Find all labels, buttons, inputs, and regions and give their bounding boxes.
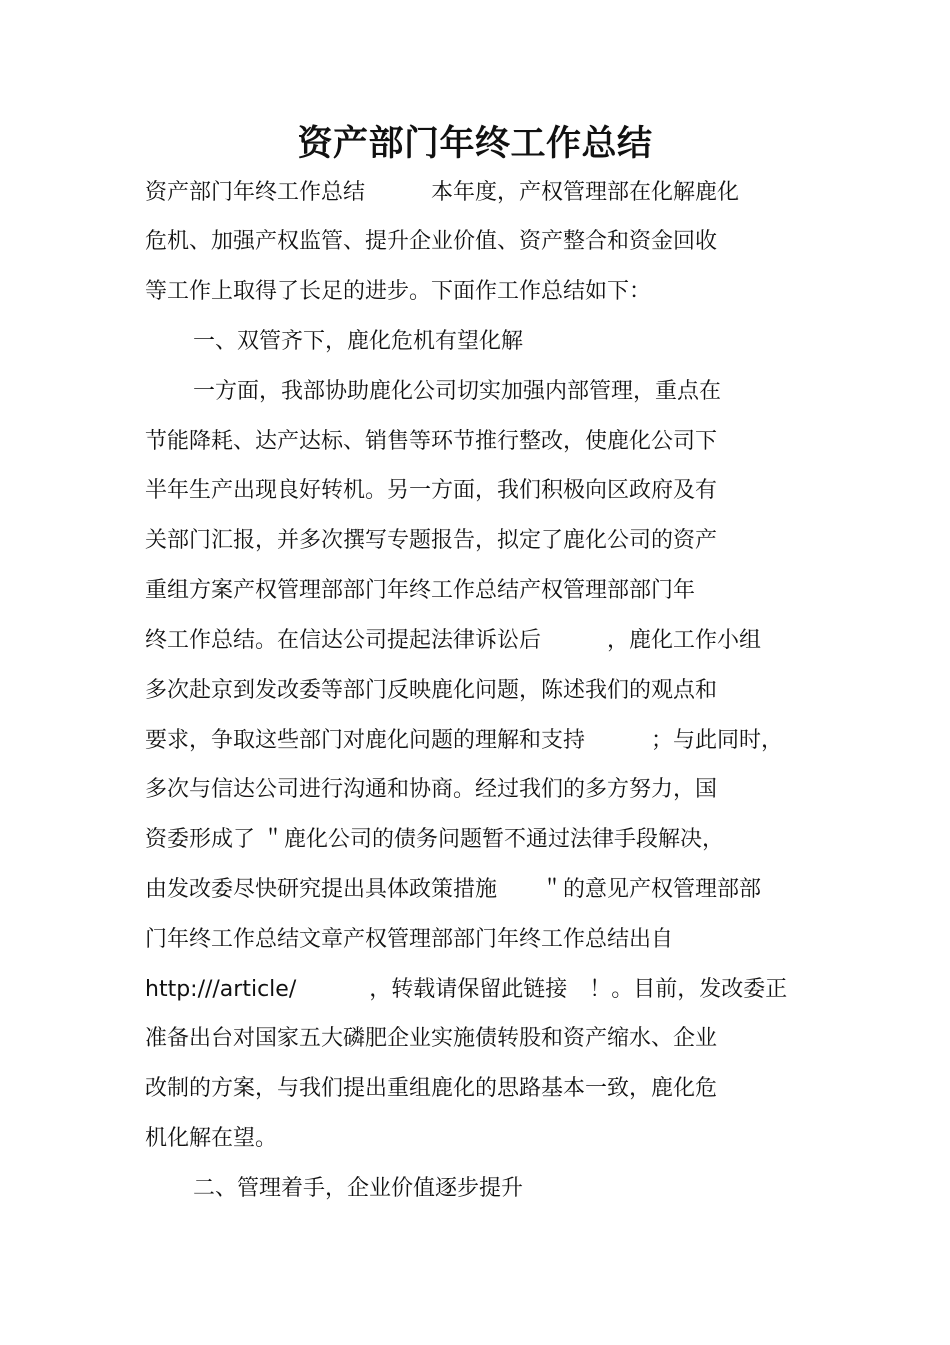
- paragraph-line: 关部门汇报，并多次撰写专题报告，拟定了鹿化公司的资产: [145, 528, 718, 553]
- paragraph-line: 终工作总结。在信达公司提起法律诉讼后 ，鹿化工作小组: [145, 628, 762, 653]
- paragraph-line: 多次赴京到发改委等部门反映鹿化问题，陈述我们的观点和: [145, 678, 718, 703]
- paragraph-line: 半年生产出现良好转机。另一方面，我们积极向区政府及有: [145, 478, 718, 503]
- section-heading: 二、管理着手，企业价值逐步提升: [193, 1176, 524, 1201]
- paragraph-line: 准备出台对国家五大磷肥企业实施债转股和资产缩水、企业: [145, 1026, 718, 1051]
- paragraph-line: 改制的方案，与我们提出重组鹿化的思路基本一致，鹿化危: [145, 1076, 718, 1101]
- paragraph-line: 资产部门年终工作总结 本年度，产权管理部在化解鹿化: [145, 180, 740, 205]
- paragraph-line: 机化解在望。: [145, 1126, 278, 1151]
- paragraph-line: 门年终工作总结文章产权管理部部门年终工作总结出自: [145, 927, 674, 952]
- paragraph-line: 等工作上取得了长足的进步。下面作工作总结如下：: [145, 279, 652, 304]
- paragraph-line: 危机、加强产权监管、提升企业价值、资产整合和资金回收: [145, 229, 718, 254]
- paragraph-line: 一方面，我部协助鹿化公司切实加强内部管理，重点在: [193, 379, 722, 404]
- paragraph-line: 资委形成了 ＂鹿化公司的债务问题暂不通过法律手段解决，: [145, 827, 724, 852]
- paragraph-line: 要求，争取这些部门对鹿化问题的理解和支持 ；与此同时，: [145, 728, 784, 753]
- paragraph-line: http:///article/ ，转载请保留此链接 ！。目前，发改委正: [145, 977, 788, 1002]
- paragraph-line: 重组方案产权管理部部门年终工作总结产权管理部部门年: [145, 578, 696, 603]
- paragraph-line: 由发改委尽快研究提出具体政策措施 ＂的意见产权管理部部: [145, 877, 762, 902]
- document-title: 资产部门年终工作总结: [297, 124, 653, 164]
- section-heading: 一、双管齐下，鹿化危机有望化解: [193, 329, 524, 354]
- paragraph-line: 节能降耗、达产达标、销售等环节推行整改，使鹿化公司下: [145, 429, 718, 454]
- paragraph-line: 多次与信达公司进行沟通和协商。经过我们的多方努力，国: [145, 777, 718, 802]
